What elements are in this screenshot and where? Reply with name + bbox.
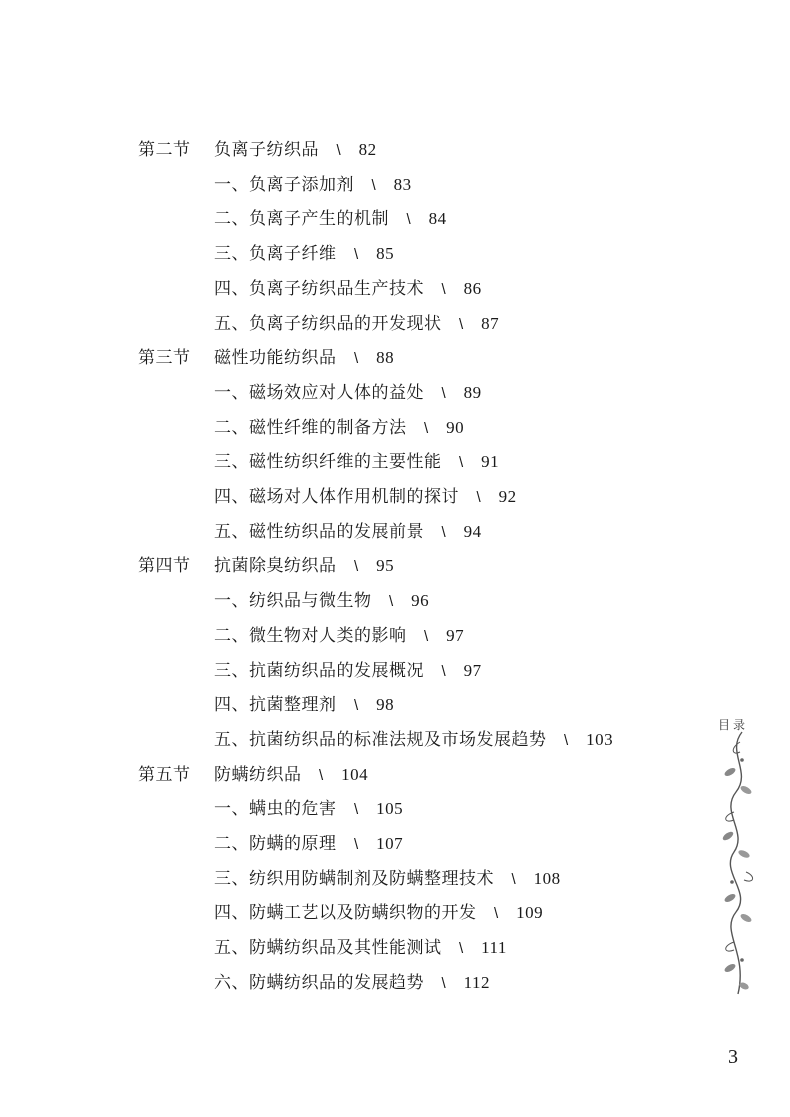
section-label: 第三节: [138, 348, 191, 368]
page-ref: 104: [341, 765, 369, 784]
page-ref: 83: [393, 175, 412, 194]
toc-item: [214, 482, 517, 512]
toc-item-text: 六、防螨纺织品的发展趋势: [214, 973, 424, 993]
page-ref: 95: [376, 556, 395, 575]
separator: \: [371, 177, 377, 194]
page-ref: 85: [376, 244, 395, 263]
separator: \: [441, 663, 447, 680]
separator: \: [441, 524, 447, 541]
vine-ornament-icon: [712, 712, 760, 1002]
separator: \: [441, 385, 447, 402]
toc-item: [214, 621, 464, 651]
section-label: 第五节: [138, 765, 191, 785]
separator: \: [459, 940, 464, 957]
section-title: [214, 135, 377, 165]
toc-item-text: 四、负离子纺织品生产技术: [214, 279, 424, 299]
section-label: 第四节: [138, 556, 191, 576]
separator: \: [354, 558, 359, 575]
toc-item: [214, 309, 499, 339]
section-title-text: 负离子纺织品: [214, 140, 319, 160]
side-label: 目录: [718, 718, 749, 732]
toc-item: [214, 517, 482, 547]
separator: \: [511, 871, 517, 888]
toc-item: [214, 586, 429, 616]
separator: \: [476, 489, 482, 506]
toc-item: [214, 829, 403, 859]
page-ref: 98: [376, 695, 395, 714]
page-ref: 94: [463, 522, 482, 541]
section-title: [214, 551, 394, 581]
separator: \: [389, 593, 394, 610]
toc-item: [214, 933, 507, 963]
section-label: 第二节: [138, 140, 191, 160]
toc-item-text: 三、纺织用防螨制剂及防螨整理技术: [214, 869, 494, 889]
page-ref: 103: [586, 730, 614, 749]
page-ref: 112: [463, 973, 491, 992]
page-ref: 109: [516, 903, 544, 922]
separator: \: [441, 281, 447, 298]
separator: \: [406, 211, 412, 228]
separator: \: [494, 905, 499, 922]
separator: \: [424, 628, 429, 645]
page-ref: 87: [481, 314, 500, 333]
page-ref: 97: [446, 626, 465, 645]
section-title: [214, 760, 368, 790]
page-ref: 92: [498, 487, 517, 506]
separator: \: [319, 767, 324, 784]
section-title-text: 抗菌除臭纺织品: [214, 556, 337, 576]
separator: \: [424, 420, 429, 437]
separator: \: [354, 246, 359, 263]
page-ref: 82: [358, 140, 377, 159]
page-ref: 108: [533, 869, 561, 888]
toc-item: [214, 170, 412, 200]
toc-item: [214, 239, 394, 269]
toc-item: [214, 968, 490, 998]
toc-item: [214, 725, 613, 755]
separator: \: [354, 801, 359, 818]
toc-item: [214, 378, 482, 408]
toc-item-text: 四、磁场对人体作用机制的探讨: [214, 487, 459, 507]
toc-item-text: 五、磁性纺织品的发展前景: [214, 522, 424, 542]
section-title-text: 磁性功能纺织品: [214, 348, 337, 368]
page-ref: 86: [463, 279, 482, 298]
page-ref: 105: [376, 799, 404, 818]
toc-item: [214, 274, 482, 304]
toc-item-text: 四、抗菌整理剂: [214, 695, 337, 715]
toc-item-text: 三、负离子纤维: [214, 244, 337, 264]
toc-item: [214, 447, 499, 477]
separator: \: [459, 454, 464, 471]
toc-item: [214, 413, 464, 443]
page-ref: 89: [463, 383, 482, 402]
page-number: 3: [728, 1046, 738, 1068]
page-ref: 84: [428, 209, 447, 228]
toc-item: [214, 656, 482, 686]
toc-item-text: 五、抗菌纺织品的标准法规及市场发展趋势: [214, 730, 547, 750]
page-ref: 90: [446, 418, 465, 437]
page-ref: 111: [481, 938, 507, 957]
toc-item-text: 二、防螨的原理: [214, 834, 337, 854]
separator: \: [354, 836, 359, 853]
separator: \: [336, 142, 342, 159]
separator: \: [354, 697, 359, 714]
section-title-text: 防螨纺织品: [214, 765, 302, 785]
toc-item: [214, 794, 403, 824]
page-ref: 91: [481, 452, 500, 471]
toc-item-text: 一、磁场效应对人体的益处: [214, 383, 424, 403]
toc-item-text: 二、磁性纤维的制备方法: [214, 418, 407, 438]
toc-item-text: 二、微生物对人类的影响: [214, 626, 407, 646]
toc-item-text: 五、负离子纺织品的开发现状: [214, 314, 442, 334]
toc-item-text: 二、负离子产生的机制: [214, 209, 389, 229]
page-ref: 88: [376, 348, 395, 367]
toc-item: [214, 898, 543, 928]
page-ref: 97: [463, 661, 482, 680]
toc-item-text: 四、防螨工艺以及防螨织物的开发: [214, 903, 477, 923]
page-ref: 107: [376, 834, 404, 853]
separator: \: [441, 975, 447, 992]
toc-item: [214, 204, 447, 234]
toc-item-text: 五、防螨纺织品及其性能测试: [214, 938, 442, 958]
toc-item: [214, 864, 561, 894]
toc-item-text: 三、磁性纺织纤维的主要性能: [214, 452, 442, 472]
toc-item-text: 一、螨虫的危害: [214, 799, 337, 819]
separator: \: [459, 316, 464, 333]
separator: \: [354, 350, 359, 367]
toc-item: [214, 690, 394, 720]
toc-item-text: 三、抗菌纺织品的发展概况: [214, 661, 424, 681]
toc-item-text: 一、纺织品与微生物: [214, 591, 372, 611]
section-title: [214, 343, 394, 373]
page-ref: 96: [411, 591, 430, 610]
toc-item-text: 一、负离子添加剂: [214, 175, 354, 195]
separator: \: [564, 732, 569, 749]
